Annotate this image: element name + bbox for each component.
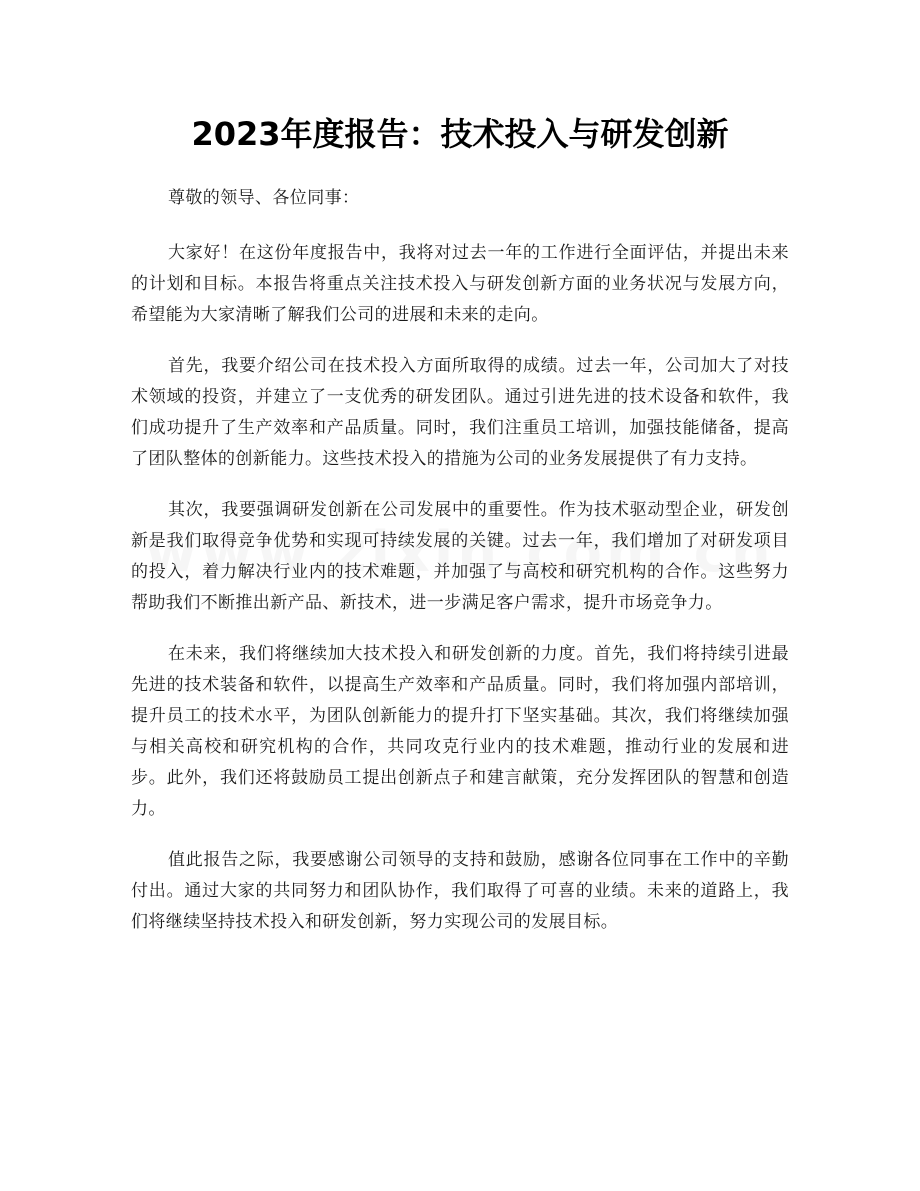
greeting-paragraph: 尊敬的领导、各位同事： (168, 188, 360, 208)
document-body (131, 183, 789, 958)
tech-investment-paragraph: 首先，我要介绍公司在技术投入方面所取得的成绩。过去一年，公司加大了对技术领域的投资，并建立了一支优秀的研发团队。通过引进先进的技术设备和软件，我们成功提升了生产效率和产品质量。同时，我们注重员工培训，加强技能储备，提高了团队整体的创新能力。这些技术投入的措施为公司的业务发展提供了有力支持。 (131, 356, 789, 469)
document-title: 2023年度报告：技术投入与研发创新 (191, 115, 729, 153)
intro-paragraph: 大家好！在这份年度报告中，我将对过去一年的工作进行全面评估，并提出未来的计划和目标。本报告将重点关注技术投入与研发创新方面的业务状况与发展方向，希望能为大家清晰了解我们公司的进展和未来的走向。 (131, 243, 789, 325)
closing-paragraph: 值此报告之际，我要感谢公司领导的支持和鼓励，感谢各位同事在工作中的辛勤付出。通过大家的共同努力和团队协作，我们取得了可喜的业绩。未来的道路上，我们将继续坚持技术投入和研发创新，努力实现公司的发展目标。 (131, 850, 789, 932)
rd-innovation-paragraph: 其次，我要强调研发创新在公司发展中的重要性。作为技术驱动型企业，研发创新是我们取得竞争优势和实现可持续发展的关键。过去一年，我们增加了对研发项目的投入，着力解决行业内的技术难题，并加强了与高校和研究机构的合作。这些努力帮助我们不断推出新产品、新技术，进一步满足客户需求，提升市场竞争力。 (131, 500, 789, 613)
future-plan-paragraph: 在未来，我们将继续加大技术投入和研发创新的力度。首先，我们将持续引进最先进的技术装备和软件，以提高生产效率和产品质量。同时，我们将加强内部培训，提升员工的技术水平，为团队创新能力的提升打下坚实基础。其次，我们将继续加强与相关高校和研究机构的合作，共同攻克行业内的技术难题，推动行业的发展和进步。此外，我们还将鼓励员工提出创新点子和建言献策，充分发挥团队的智慧和创造力。 (131, 644, 789, 819)
